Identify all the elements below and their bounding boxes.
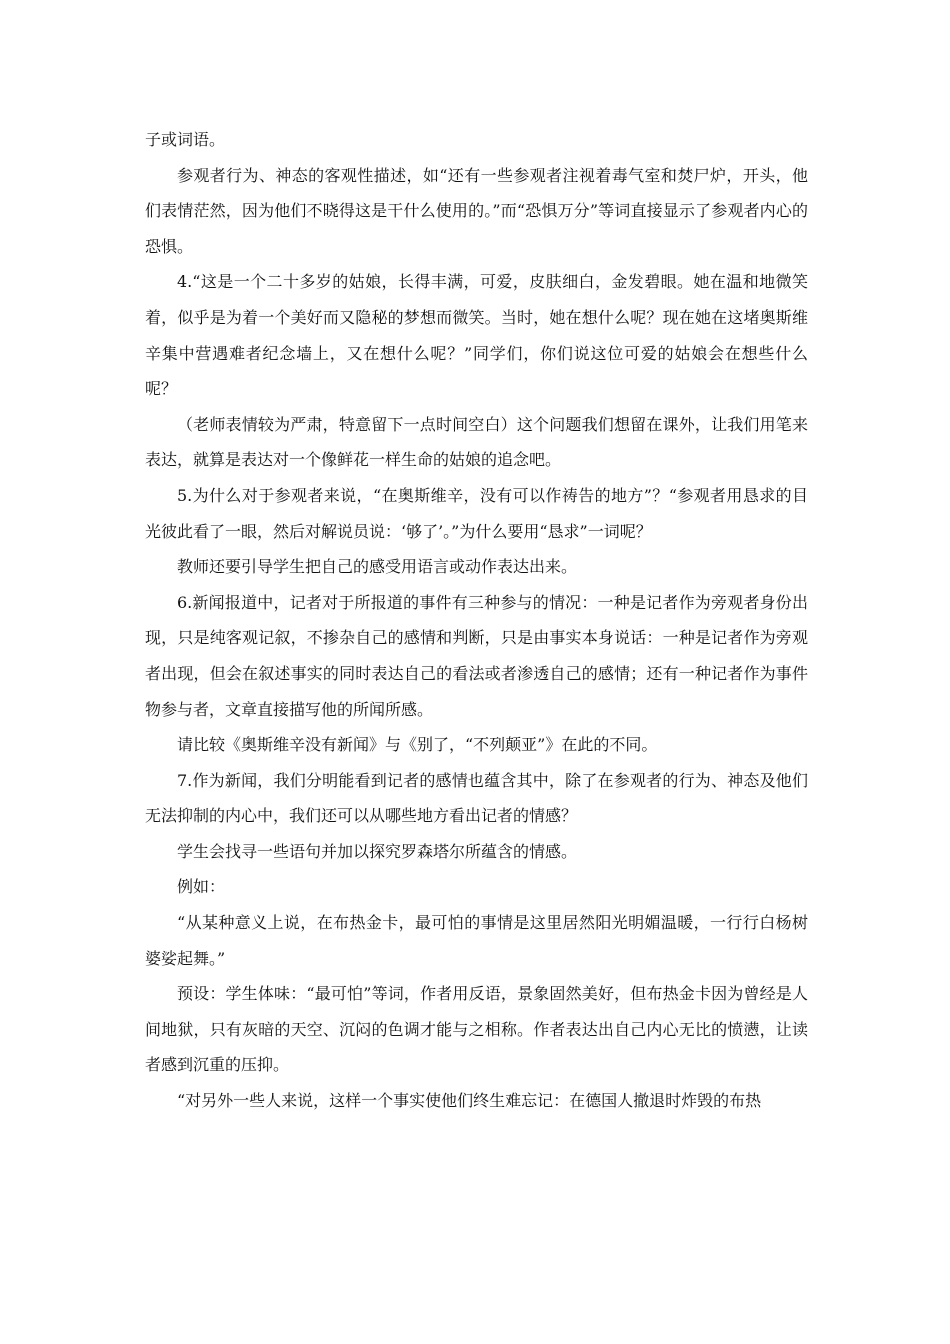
paragraph: 参观者行为、神态的客观性描述，如“还有一些参观者注视着毒气室和焚尸炉，开头，他们表情茫然，因为他们不晓得这是干什么使用的。”而“恐惧万分”等词直接显示了参观者内心的恐惧。 [145,165,808,256]
paragraph: 7.作为新闻，我们分明能看到记者的感情也蕴含其中，除了在参观者的行为、神态及他们无法抑制的内心中，我们还可以从哪些地方看出记者的情感？ [145,770,808,826]
paragraph: 教师还要引导学生把自己的感受用语言或动作表达出来。 [177,557,578,577]
paragraph: 4.“这是一个二十多岁的姑娘，长得丰满，可爱，皮肤细白，金发碧眼。她在温和地微笑着，似乎是为着一个美好而又隐秘的梦想而微笑。当时，她在想什么呢？现在她在这堵奥斯维辛集中营遇难者纪念墙上，又在想什么呢？”同学们，你们说这位可爱的姑娘会在想些什么呢？ [145,272,808,399]
paragraph: 5.为什么对于参观者来说，“在奥斯维辛，没有可以作祷告的地方”？“参观者用恳求的目光彼此看了一眼，然后对解说员说：‘够了’。”为什么要用“恳求”一词呢？ [145,485,808,541]
paragraph: 例如： [177,877,226,897]
paragraph: 子或词语。 [145,130,226,149]
paragraph: 预设：学生体味：“最可怕”等词，作者用反语，景象固然美好，但布热金卡因为曾经是人间地狱，只有灰暗的天空、沉闷的色调才能与之相称。作者表达出自己内心无比的愤懑，让读者感到沉重的压抑。 [145,984,808,1075]
paragraph: “从某种意义上说，在布热金卡，最可怕的事情是这里居然阳光明媚温暖，一行行白杨树婆娑起舞。” [145,913,808,968]
paragraph: （老师表情较为严肃，特意留下一点时间空白）这个问题我们想留在课外，让我们用笔来表达，就算是表达对一个像鲜花一样生命的姑娘的追念吧。 [145,414,808,470]
document-body [145,122,808,1119]
paragraph: 学生会找寻一些语句并加以探究罗森塔尔所蕴含的情感。 [177,841,578,861]
paragraph: 6.新闻报道中，记者对于所报道的事件有三种参与的情况：一种是记者作为旁观者身份出现，只是纯客观记叙，不掺杂自己的感情和判断，只是由事实本身说话：一种是记者作为旁观者出现，但会在叙述事实的同时表达自己的看法或者渗透自己的感情；还有一种记者作为事件物参与者，文章直接描写他的所闻所感。 [145,592,808,719]
paragraph: “对另外一些人来说，这样一个事实使他们终生难忘记：在德国人撤退时炸毁的布热 [177,1091,762,1111]
paragraph: 请比较《奥斯维辛没有新闻》与《别了，“不列颠亚”》在此的不同。 [177,735,658,755]
